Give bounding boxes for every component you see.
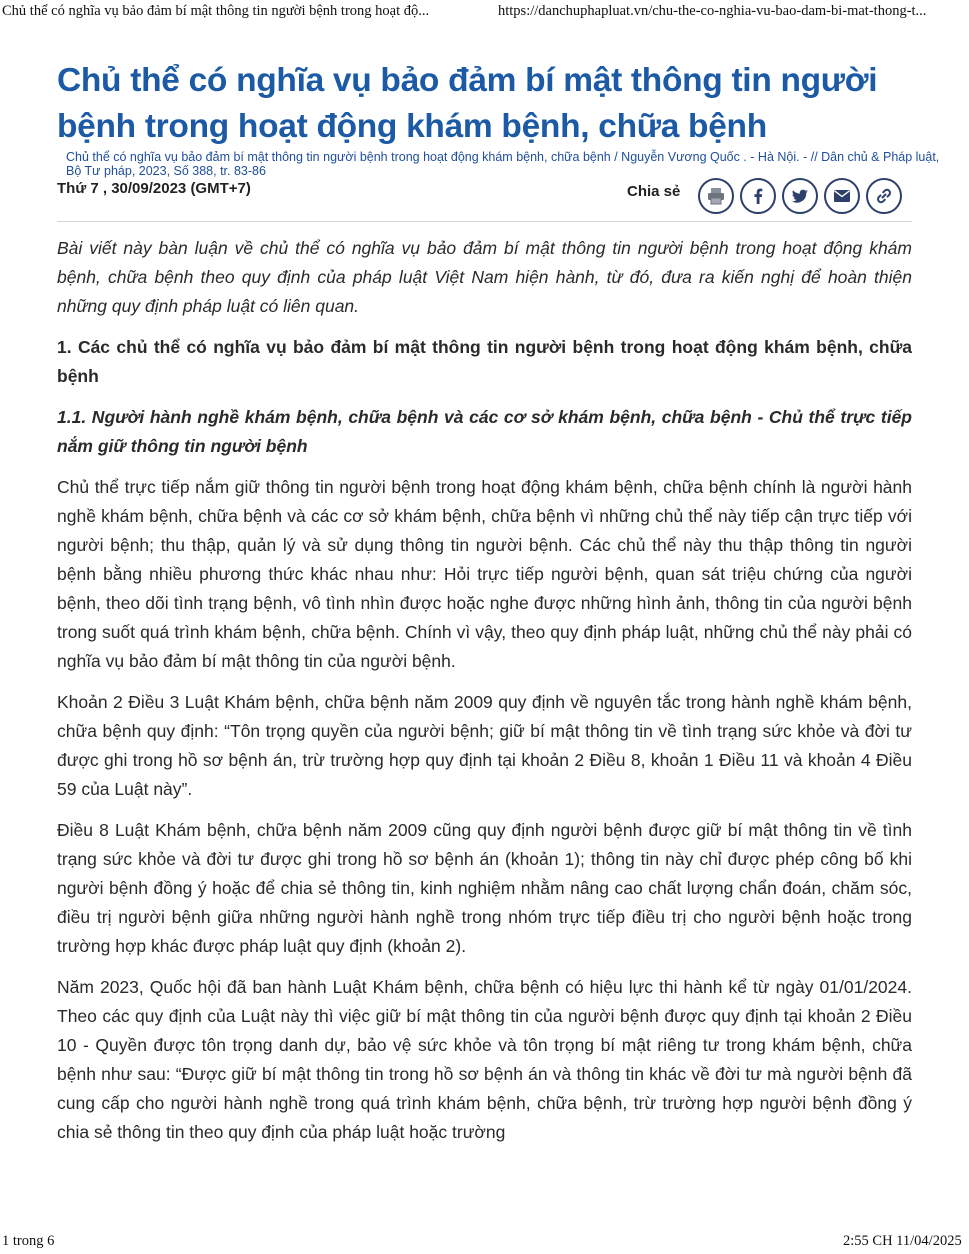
link-icon [874,186,894,206]
publish-date: Thứ 7 , 30/09/2023 (GMT+7) [57,180,251,197]
article-title: Chủ thể có nghĩa vụ bảo đảm bí mật thông tin người bệnh trong hoạt động khám bệnh, chữa bệnh [57,62,878,145]
facebook-icon [748,186,768,206]
section-heading-1: 1. Các chủ thể có nghĩa vụ bảo đảm bí mật thông tin người bệnh trong hoạt động khám bệnh, chữa bệnh [57,337,912,386]
page-indicator: 1 trong 6 [2,1233,55,1249]
body-paragraph: Chủ thể trực tiếp nắm giữ thông tin người bệnh trong hoạt động khám bệnh, chữa bệnh chính là người hành nghề khám bệnh, chữa bệnh và các cơ sở khám bệnh, chữa bệnh vì những chủ thể này tiếp cận trực tiếp với người bệnh; thu thập, quản lý và sử dụng thông tin người bệnh. Các chủ thể này thu thập thông tin người bệnh bằng nhiều phương thức khác nhau như: Hỏi trực tiếp người bệnh, quan sát triệu chứng của người bệnh, theo dõi tình trạng bệnh, vô tình nhìn được hoặc nghe được những hình ảnh, thông tin của người bệnh trong suốt quá trình khám bệnh, chữa bệnh. Chính vì vậy, theo quy định pháp luật, những chủ thể này phải có nghĩa vụ bảo đảm bí mật thông tin của người bệnh. [57,477,912,671]
email-icon [832,186,852,206]
print-icon [706,186,726,206]
article-lead: Bài viết này bàn luận về chủ thể có nghĩa vụ bảo đảm bí mật thông tin người bệnh trong hoạt động khám bệnh, chữa bệnh theo quy định của pháp luật Việt Nam hiện hành, từ đó, đưa ra kiến nghị để hoàn thiện những quy định pháp luật có liên quan. [57,238,912,316]
body-paragraph: Điều 8 Luật Khám bệnh, chữa bệnh năm 2009 cũng quy định người bệnh được giữ bí mật thông tin về tình trạng sức khỏe và đời tư được ghi trong hồ sơ bệnh án (khoản 1); thông tin này chỉ được phép công bố khi người bệnh đồng ý hoặc để chia sẻ thông tin, kinh nghiệm nhằm nâng cao chất lượng chẩn đoán, chăm sóc, điều trị người bệnh giữa những người hành nghề trong nhóm trực tiếp điều trị cho người bệnh hoặc trong trường hợp khác được pháp luật quy định (khoản 2). [57,820,912,956]
print-timestamp: 2:55 CH 11/04/2025 [843,1233,962,1249]
body-paragraph: Khoản 2 Điều 3 Luật Khám bệnh, chữa bệnh năm 2009 quy định về nguyên tắc trong hành nghề khám bệnh, chữa bệnh quy định: “Tôn trọng quyền của người bệnh; giữ bí mật thông tin về tình trạng sức khỏe và đời tư được ghi trong hồ sơ bệnh án, trừ trường hợp quy định tại khoản 2 Điều 8, khoản 1 Điều 11 và khoản 4 Điều 59 của Luật này”. [57,692,912,799]
facebook-share-button[interactable] [740,178,776,214]
email-share-button[interactable] [824,178,860,214]
section-heading-1-1: 1.1. Người hành nghề khám bệnh, chữa bệnh và các cơ sở khám bệnh, chữa bệnh - Chủ thể trực tiếp nắm giữ thông tin người bệnh [57,407,912,456]
article-body [57,234,912,1147]
print-header-title: Chủ thể có nghĩa vụ bảo đảm bí mật thông tin người bệnh trong hoạt độ... [2,3,430,19]
meta-row [57,178,912,222]
twitter-share-button[interactable] [782,178,818,214]
print-header [0,0,969,22]
copy-link-button[interactable] [866,178,902,214]
body-paragraph: Năm 2023, Quốc hội đã ban hành Luật Khám bệnh, chữa bệnh có hiệu lực thi hành kể từ ngày 01/01/2024. Theo các quy định của Luật này thì việc giữ bí mật thông tin của người bệnh được quy định tại khoản 2 Điều 10 - Quyền được tôn trọng danh dự, bảo vệ sức khỏe và tôn trọng bí mật riêng tư trong khám bệnh, chữa bệnh như sau: “Được giữ bí mật thông tin trong hồ sơ bệnh án và thông tin khác về đời tư mà người bệnh đã cung cấp cho người hành nghề trong quá trình khám bệnh, chữa bệnh, trừ trường hợp người bệnh đồng ý chia sẻ thông tin theo quy định của pháp luật hoặc trường [57,977,912,1142]
twitter-icon [790,186,810,206]
print-header-url: https://danchuphapluat.vn/chu-the-co-nghia-vu-bao-dam-bi-mat-thong-t... [498,3,927,19]
article [57,58,940,1159]
print-button[interactable] [698,178,734,214]
share-label: Chia sẻ [627,183,681,200]
article-citation[interactable]: Chủ thể có nghĩa vụ bảo đảm bí mật thông tin người bệnh trong hoạt động khám bệnh, chữa bệnh / Nguyễn Vương Quốc . - Hà Nội. - // Dân chủ & Pháp luật, Bộ Tư pháp, 2023, Số 388, tr. 83-86 [66,150,940,178]
